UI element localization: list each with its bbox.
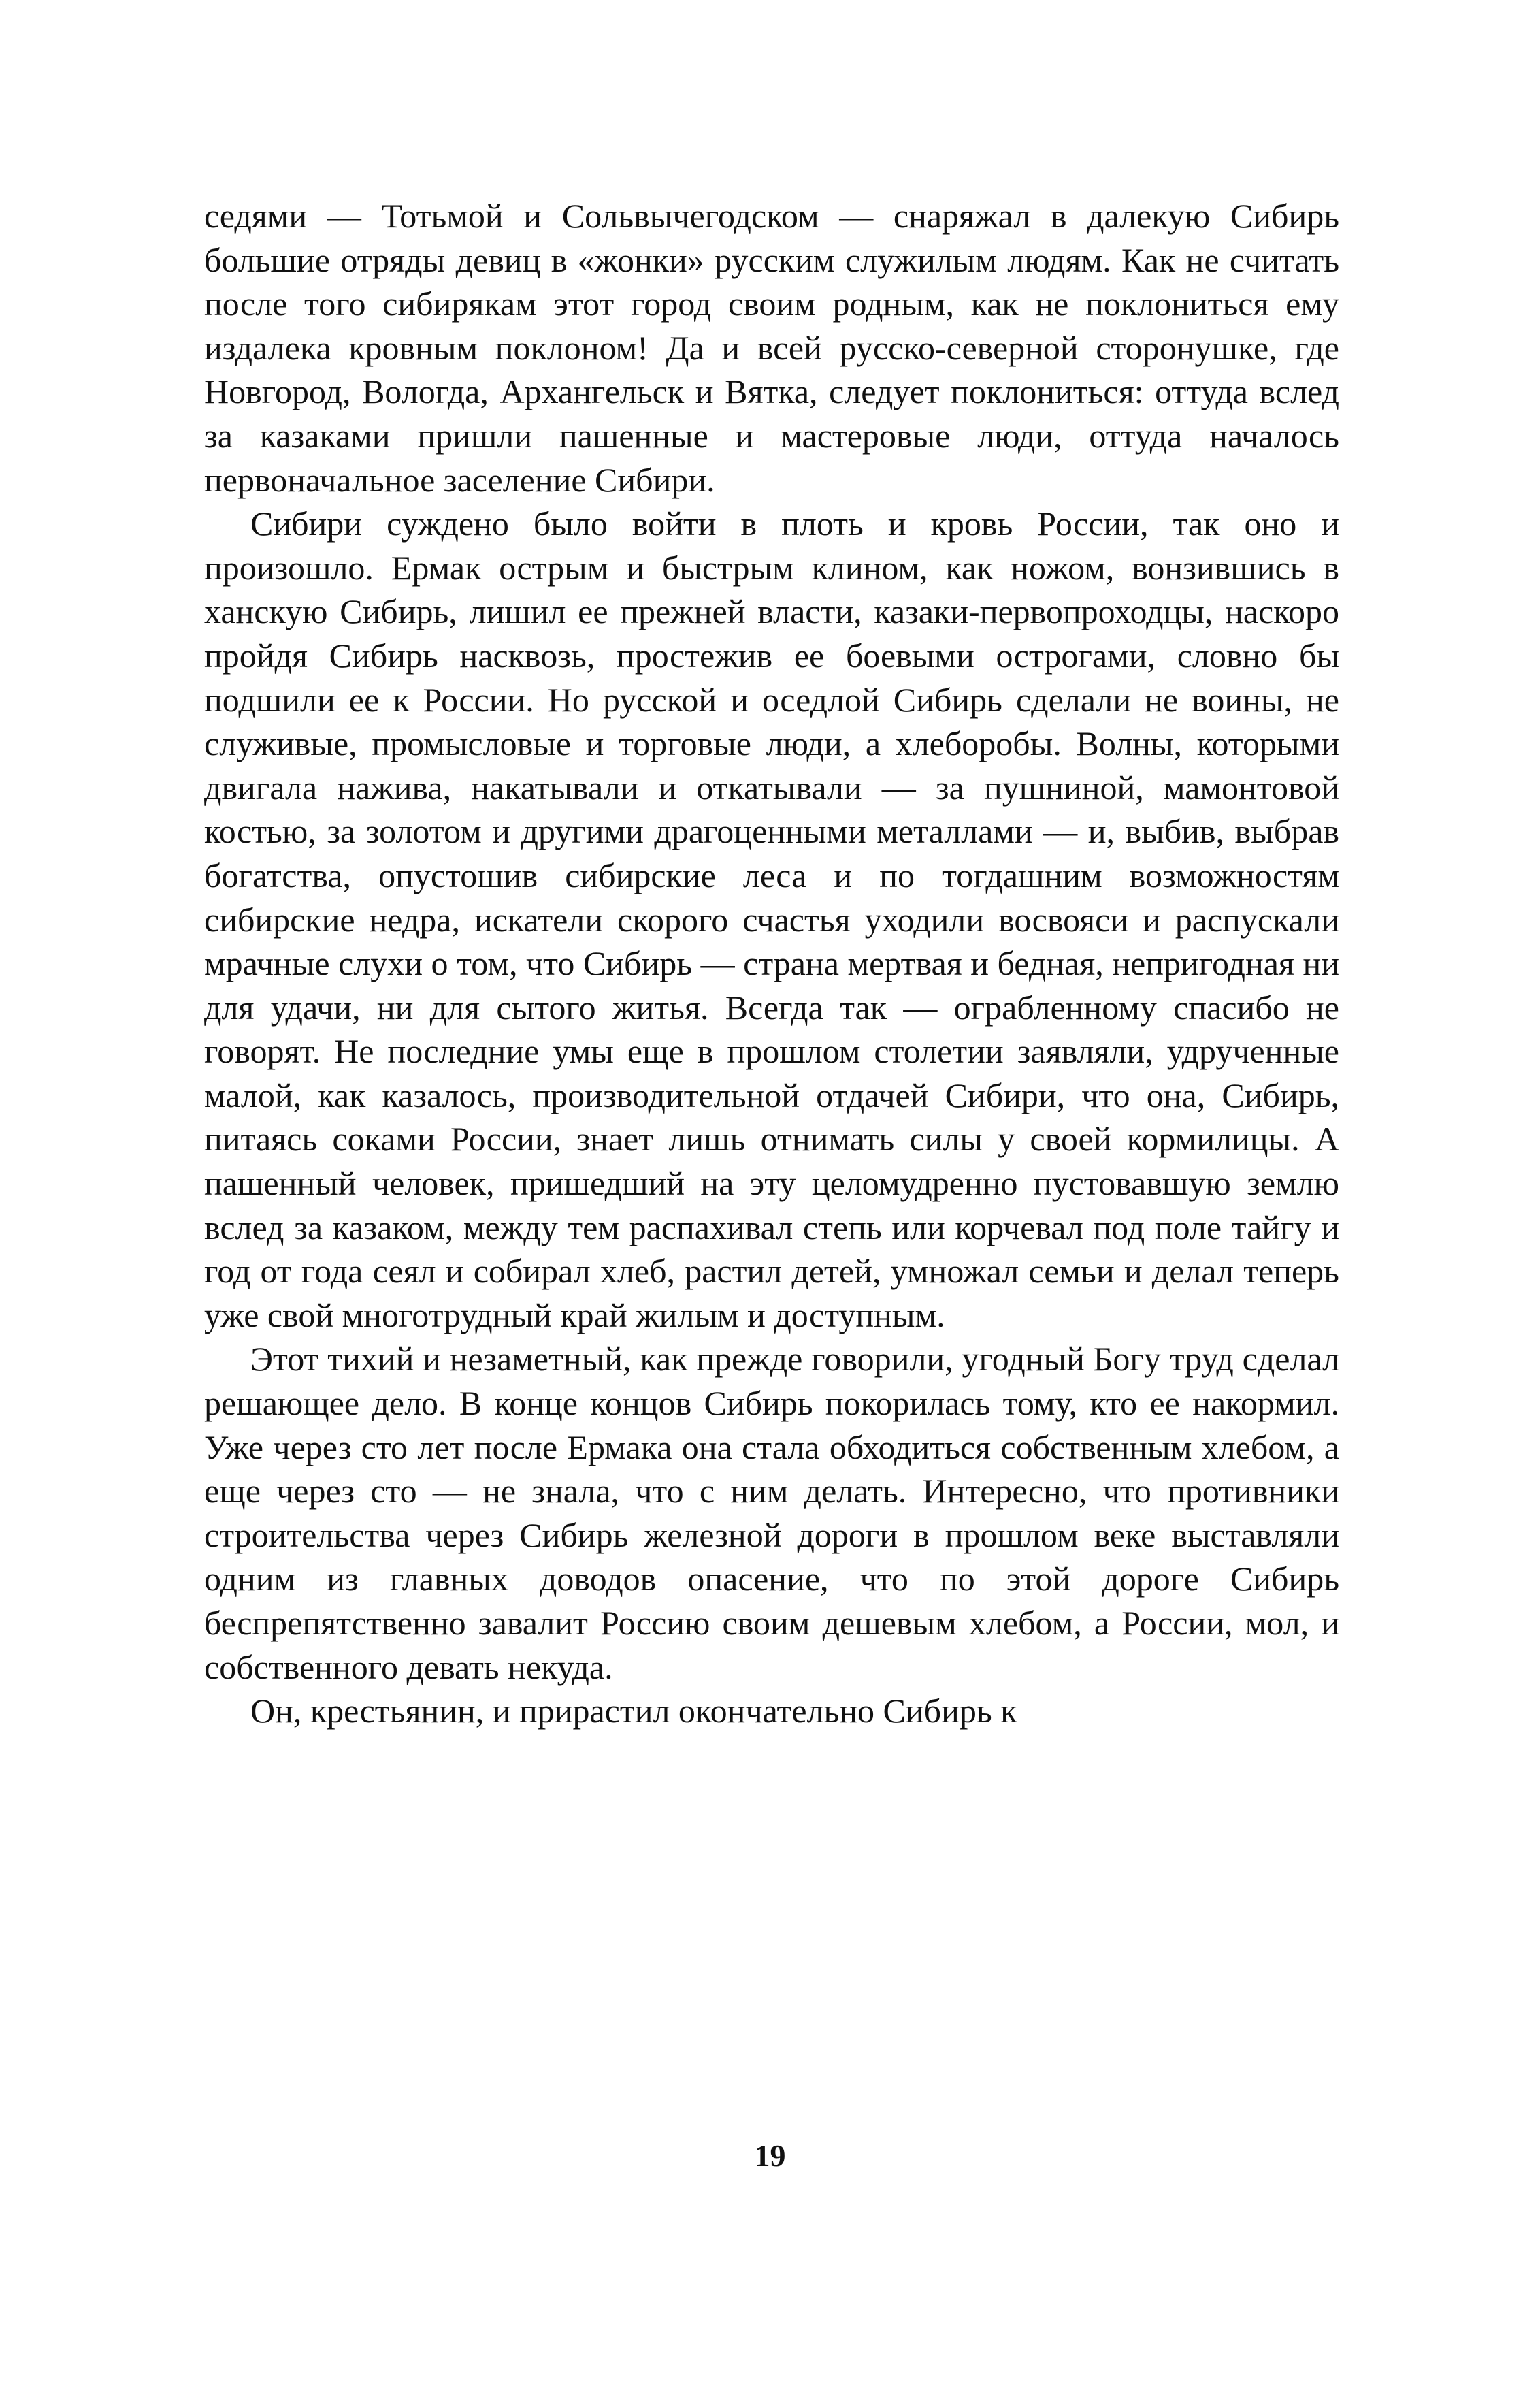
paragraph-peasant: Он, крестьянин, и прирастил окончательно Сибирь к — [250, 1692, 1017, 1730]
paragraph-siberia-destiny: Сибири суждено было войти в плоть и кровь России, так оно и произошло. Ермак острым и быстрым клином, как ножом, вонзившись в ханскую Сибирь, лишил ее прежней власти, казаки-первопроходцы, наскоро пройдя Сибирь насквозь, простежив ее боевыми острогами, словно бы подшили ее к России. Но русской и оседлой Сибирь сделали не воины, не служивые, промысловые и торговые люди, а хлеборобы. Волны, которыми двигала нажива, накатывали и откатывали — за пушниной, мамонтовой костью, за золотом и другими драгоценными металлами — и, выбив, выбрав богатства, опустошив сибирские леса и по тогдашним возможностям сибирские недра, искатели скорого счастья уходили восвояси и распускали мрачные слухи о том, что Сибирь — страна мертвая и бедная, непригодная ни для удачи, ни для сытого житья. Всегда так — ограбленному спасибо не говорят. Не последние умы еще в прошлом столетии заявляли, удрученные малой, как казалось, производительной отдачей Сибири, что она, Сибирь, питаясь соками России, знает лишь отнимать силы у своей кормилицы. А пашенный человек, пришедший на эту целомудренно пустовавшую землю вслед за казаком, между тем распахивал степь или корчевал под поле тайгу и год от года сеял и собирал хлеб, растил детей, умножал семьи и делал теперь уже свой многотрудный край жилым и доступным. — [204, 504, 1339, 1334]
paragraph-quiet-labor: Этот тихий и незаметный, как прежде говорили, угодный Богу труд сделал решающее дело. В конце концов Сибирь покорилась тому, кто ее накормил. Уже через сто лет после Ермака она стала обходиться собственным хлебом, а еще через сто — не знала, что с ним делать. Интересно, что противники строительства через Сибирь железной дороги в прошлом веке выставляли одним из главных доводов опасение, что по этой дороге Сибирь беспрепятственно завалит Россию своим дешевым хлебом, а России, мол, и собственного девать некуда. — [204, 1340, 1339, 1686]
page-number: 19 — [754, 2138, 786, 2173]
body-text — [204, 194, 1339, 1733]
paragraph-continuation: седями — Тотьмой и Сольвычегодском — снаряжал в далекую Сибирь большие отряды девиц в «жонки» русским служилым людям. Как не считать после того сибирякам этот город своим родным, как не поклониться ему издалека кровным поклоном! Да и всей русско-северной сторонушке, где Новгород, Вологда, Архангельск и Вятка, следует поклониться: оттуда вслед за казаками пришли пашенные и мастеровые люди, оттуда началось первоначальное заселение Сибири. — [204, 197, 1339, 499]
